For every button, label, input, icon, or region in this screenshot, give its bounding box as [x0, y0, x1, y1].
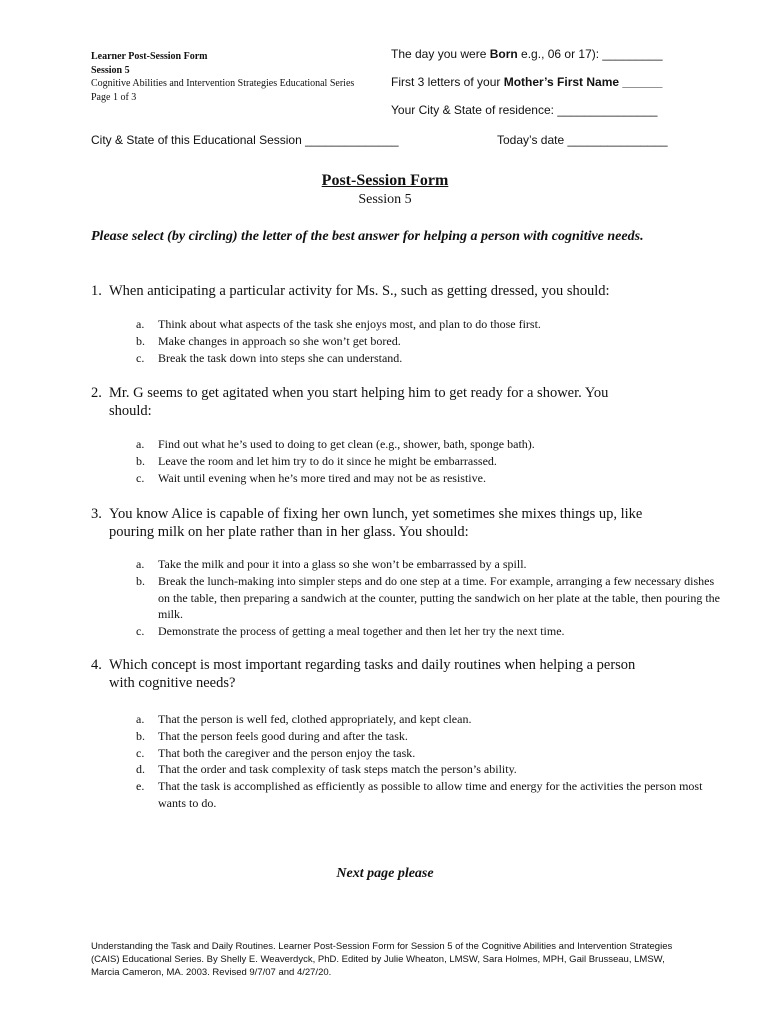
answer-option[interactable]: c. Break the task down into steps she can understand. — [136, 350, 403, 365]
answer-option[interactable]: c. Demonstrate the process of getting a meal together and then let her try the next time. — [136, 624, 565, 639]
form-name: Learner Post-Session Form — [91, 51, 208, 62]
question-1: 1. When anticipating a particular activity for Ms. S., such as getting dressed, you should: — [91, 283, 610, 299]
question-text: Which concept is most important regarding tasks and daily routines when helping a person — [109, 657, 636, 673]
question-4: 4. Which concept is most important regarding tasks and daily routines when helping a person with cognitive needs? — [91, 656, 691, 692]
session-label: Session 5 — [91, 64, 130, 76]
question-text: Mr. G seems to get agitated when you start helping him to get ready for a shower. You — [109, 385, 609, 401]
answer-option[interactable]: a. Take the milk and pour it into a glass so she won’t be embarrassed by a spill. — [136, 557, 527, 571]
answer-option[interactable]: a. Find out what he’s used to doing to get clean (e.g., shower, bath, sponge bath). — [136, 437, 535, 451]
footer-citation: Understanding the Task and Daily Routines. Learner Post-Session Form for Session 5 of the Cognitive Abilities and Intervention Strategies (CAIS) Educational Series. By Shelly E. Weaverdyck, PhD. Edited by Julie Wheaton, LMSW, Sara Holmes, MPH, Gail Brusseau, LMSW, Marcia Cameron, MA. 2003. Revised 9/7/07 and 4/27/20. — [91, 941, 673, 978]
page-number: Page 1 of 3 — [91, 91, 137, 103]
mother-name-field[interactable]: First 3 letters of your Mother’s First Name ______ — [391, 75, 663, 89]
question-3-options — [136, 556, 721, 640]
question-text: You know Alice is capable of fixing her own lunch, yet sometimes she mixes things up, like — [109, 506, 643, 522]
residence-field[interactable]: Your City & State of residence: _______________ — [391, 103, 658, 117]
series-name: Cognitive Abilities and Intervention Strategies Educational Series — [91, 78, 355, 89]
question-text-cont: pouring milk on her plate rather than in her glass. You should: — [109, 524, 469, 540]
question-2-options — [136, 436, 721, 486]
answer-option[interactable]: b. Leave the room and let him try to do it since he might be embarrassed. — [136, 453, 497, 468]
question-text-cont: should: — [109, 403, 152, 419]
born-day-field[interactable]: The day you were Born e.g., 06 or 17): _________ — [391, 47, 663, 61]
question-3: 3. You know Alice is capable of fixing her own lunch, yet sometimes she mixes things up, like pouring milk on her plate rather than in her glass. You should: — [91, 505, 691, 541]
answer-option[interactable]: b. Make changes in approach so she won’t get bored. — [136, 333, 401, 348]
session-city-field[interactable]: City & State of this Educational Session ______________ — [91, 133, 399, 147]
answer-option[interactable]: b. That the person feels good during and after the task. — [136, 728, 408, 743]
question-text: When anticipating a particular activity for Ms. S., such as getting dressed, you should: — [109, 283, 610, 299]
question-1-options — [136, 316, 721, 366]
question-4-options — [136, 711, 721, 812]
form-header-info — [91, 50, 354, 104]
question-2: 2. Mr. G seems to get agitated when you start helping him to get ready for a shower. You should: — [91, 384, 691, 420]
todays-date-field[interactable]: Today’s date _______________ — [497, 133, 668, 147]
answer-option[interactable]: c. Wait until evening when he’s more tired and may not be as resistive. — [136, 470, 486, 485]
answer-option[interactable]: d. That the order and task complexity of task steps match the person’s ability. — [136, 762, 517, 777]
instructions: Please select (by circling) the letter of the best answer for helping a person with cognitive needs. — [91, 229, 644, 244]
page-title: Post-Session Form — [321, 172, 449, 189]
answer-option[interactable]: c. That both the caregiver and the person enjoy the task. — [136, 745, 416, 760]
answer-option[interactable]: e. That the task is accomplished as efficiently as possible to allow time and energy for the activities the person most wants to do. — [136, 779, 703, 810]
answer-option[interactable]: b. Break the lunch-making into simpler steps and do one step at a time. For example, arranging a few necessary dishes on the table, then preparing a sandwich at the counter, putting the sandwich on her plate at the table, then pouring the milk. — [136, 573, 721, 622]
answer-option[interactable]: a. That the person is well fed, clothed appropriately, and kept clean. — [136, 712, 472, 726]
page-subtitle: Session 5 — [358, 192, 412, 207]
next-page-note: Next page please — [336, 866, 434, 881]
question-text-cont: with cognitive needs? — [109, 675, 236, 691]
answer-option[interactable]: a. Think about what aspects of the task she enjoys most, and plan to do those first. — [136, 317, 541, 331]
